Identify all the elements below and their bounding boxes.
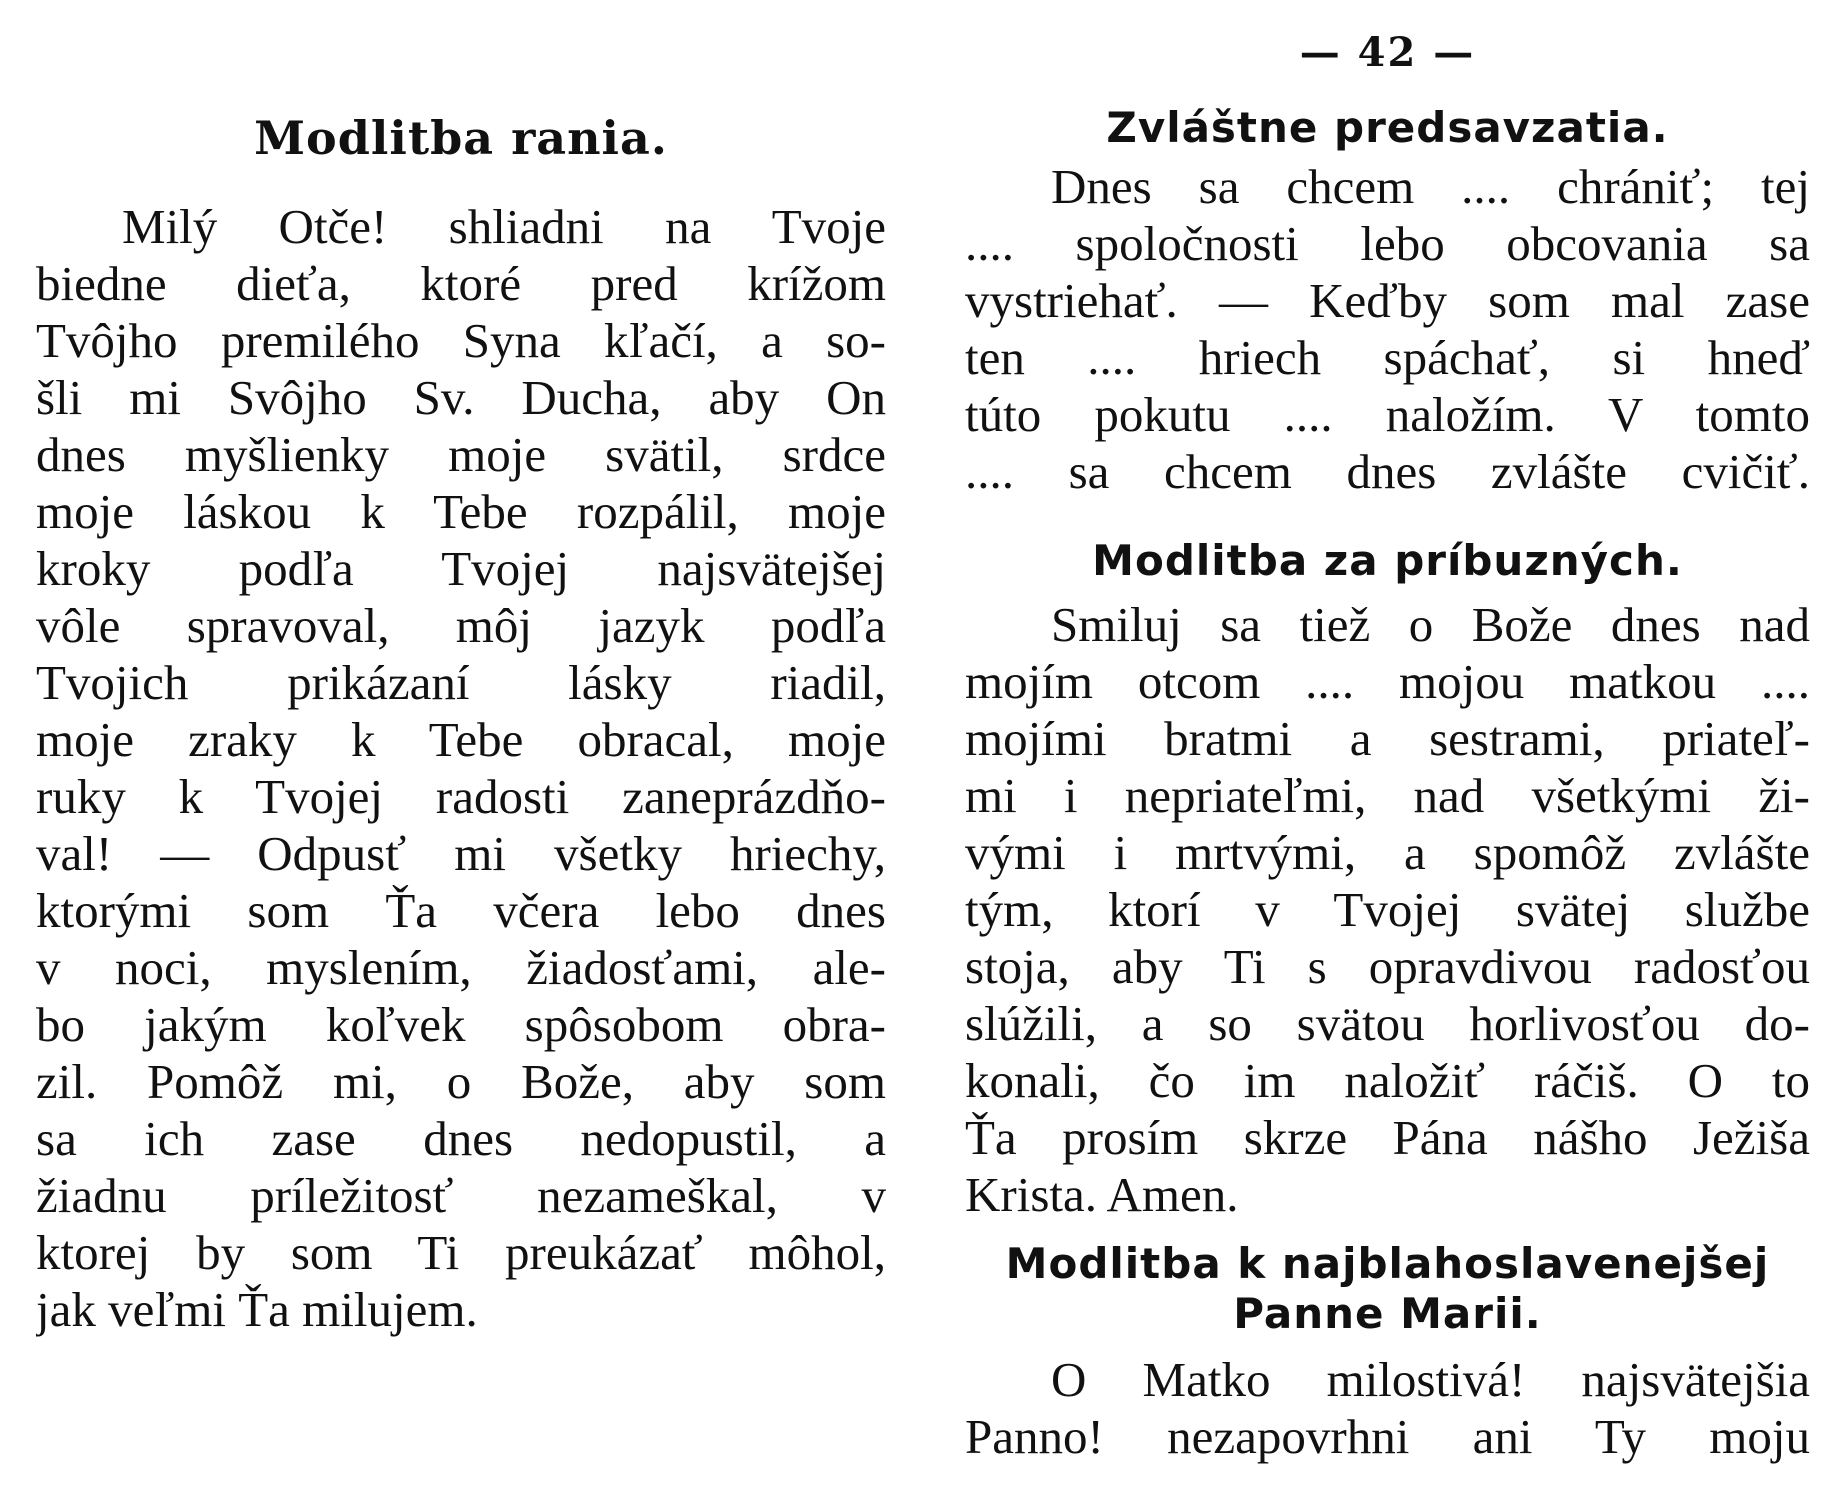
text-line: jak veľmi Ťa milujem. <box>36 1282 478 1337</box>
morning-prayer-text <box>36 198 886 1338</box>
text-line: zil. Pomôž mi, o Bože, aby som <box>36 1054 886 1109</box>
text-line: konali, čo im naložiť ráčiš. O to <box>965 1053 1810 1108</box>
text-line: mojím otcom .... mojou matkou .... <box>965 654 1810 709</box>
text-line: Milý Otče! shliadni na Tvoje <box>122 199 886 254</box>
text-line: tým, ktorí v Tvojej svätej službe <box>965 882 1810 937</box>
relatives-prayer-heading: Modlitba za príbuzných. <box>1092 536 1683 585</box>
text-line: Tvojich prikázaní lásky riadil, <box>36 655 886 710</box>
text-line: túto pokutu .... naložím. V tomto <box>965 387 1810 442</box>
text-line: kroky podľa Tvojej najsvätejšej <box>36 541 886 596</box>
relatives-prayer-text <box>965 596 1810 1223</box>
text-line: stoja, aby Ti s opravdivou radosťou <box>965 939 1810 994</box>
text-line: Dnes sa chcem .... chrániť; tej <box>1051 159 1810 214</box>
morning-prayer-heading: Modlitba rania. <box>254 111 668 165</box>
text-line: vými i mrtvými, a spomôž zvlášte <box>965 825 1810 880</box>
left-column <box>36 0 886 1500</box>
text-line: ten .... hriech spáchať, si hneď <box>965 330 1810 385</box>
text-line: sa ich zase dnes nedopustil, a <box>36 1111 886 1166</box>
text-line: ktorej by som Ti preukázať môhol, <box>36 1225 886 1280</box>
right-column <box>965 0 1810 1500</box>
text-line: bo jakým koľvek spôsobom obra- <box>36 997 886 1052</box>
text-line: mojími bratmi a sestrami, priateľ- <box>965 711 1810 766</box>
text-line: Ťa prosím skrze Pána nášho Ježiša <box>965 1110 1810 1165</box>
text-line: šli mi Svôjho Sv. Ducha, aby On <box>36 370 886 425</box>
text-line: moje láskou k Tebe rozpálil, moje <box>36 484 886 539</box>
text-line: .... spoločnosti lebo obcovania sa <box>965 216 1810 271</box>
resolutions-text <box>965 158 1810 500</box>
text-line: Tvôjho premilého Syna kľačí, a so- <box>36 313 886 368</box>
mary-prayer-text <box>965 1351 1810 1465</box>
mary-prayer-heading-line2: Panne Marii. <box>1233 1289 1542 1338</box>
text-line: ruky k Tvojej radosti zaneprázdňo- <box>36 769 886 824</box>
text-line: dnes myšlienky moje svätil, srdce <box>36 427 886 482</box>
text-line: O Matko milostivá! najsvätejšia <box>1051 1352 1810 1407</box>
text-line: slúžili, a so svätou horlivosťou do- <box>965 996 1810 1051</box>
resolutions-heading: Zvláštne predsavzatia. <box>1106 103 1669 152</box>
text-line: val! — Odpusť mi všetky hriechy, <box>36 826 886 881</box>
text-line: v noci, myslením, žiadosťami, ale- <box>36 940 886 995</box>
text-line: Smiluj sa tiež o Bože dnes nad <box>1051 597 1810 652</box>
text-line: ktorými som Ťa včera lebo dnes <box>36 883 886 938</box>
text-line: Panno! nezapovrhni ani Ty moju <box>965 1409 1810 1464</box>
text-line: žiadnu príležitosť nezameškal, v <box>36 1168 886 1223</box>
page-number: — 42 — <box>1299 29 1476 76</box>
text-line: vystriehať. — Keďby som mal zase <box>965 273 1810 328</box>
text-line: biedne dieťa, ktoré pred krížom <box>36 256 886 311</box>
text-line: vôle spravoval, môj jazyk podľa <box>36 598 886 653</box>
text-line: mi i nepriateľmi, nad všetkými ži- <box>965 768 1810 823</box>
mary-prayer-heading-line1: Modlitba k najblahoslavenejšej <box>1005 1239 1770 1288</box>
text-line: moje zraky k Tebe obracal, moje <box>36 712 886 767</box>
text-line: Krista. Amen. <box>965 1167 1239 1222</box>
text-line: .... sa chcem dnes zvlášte cvičiť. <box>965 444 1810 499</box>
